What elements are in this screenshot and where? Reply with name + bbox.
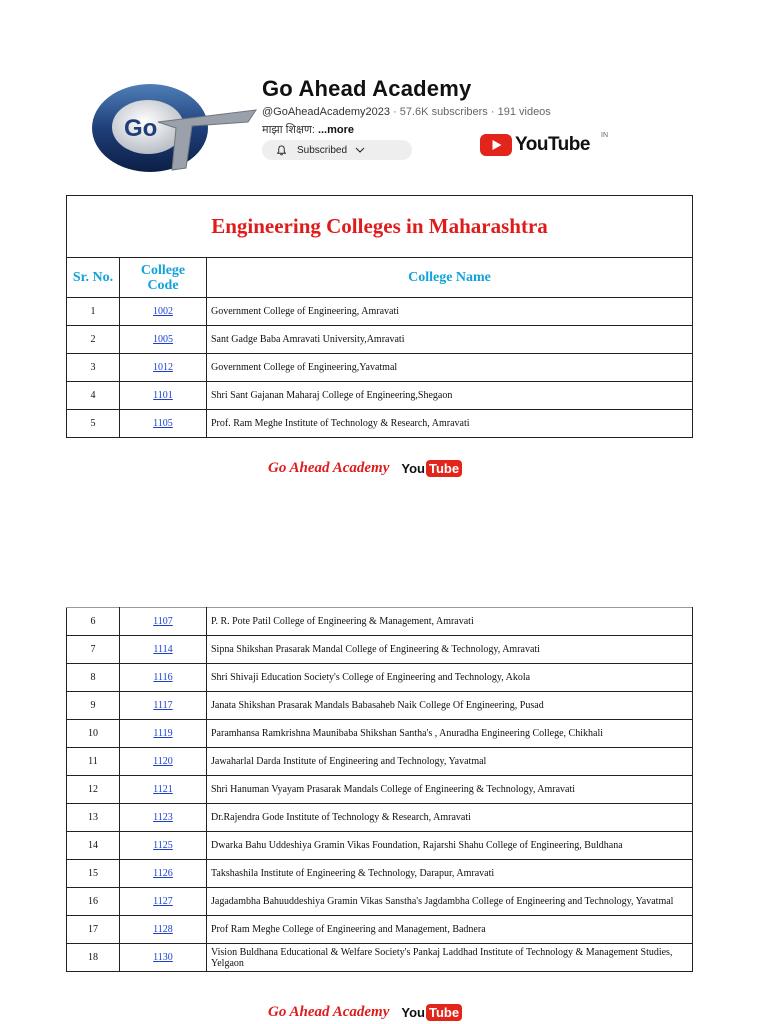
- college-code-cell: [120, 804, 207, 832]
- college-code-link[interactable]: 1128: [153, 924, 173, 935]
- college-code-cell: [120, 832, 207, 860]
- table-row: [67, 664, 693, 692]
- college-code-cell: [120, 776, 207, 804]
- sr-no-cell: 17: [67, 916, 120, 944]
- college-code-cell: [120, 720, 207, 748]
- table-body-2: [67, 608, 693, 972]
- college-code-cell: [120, 382, 207, 410]
- youtube-wordmark: YouTube: [515, 134, 590, 155]
- channel-name[interactable]: Go Ahead Academy: [262, 76, 472, 101]
- sr-no-cell: 8: [67, 664, 120, 692]
- sr-no-cell: 15: [67, 860, 120, 888]
- youtube-badge[interactable]: [401, 460, 462, 477]
- meta-separator: ·: [389, 106, 400, 118]
- college-name-cell: Janata Shikshan Prasarak Mandals Babasaheb Naik College Of Engineering, Pusad: [207, 692, 693, 720]
- table-title: Engineering Colleges in Maharashtra: [67, 196, 693, 258]
- youtube-badge-you: You: [401, 461, 425, 476]
- youtube-badge-you: You: [401, 1005, 425, 1020]
- college-code-cell: [120, 410, 207, 438]
- sr-no-cell: 6: [67, 608, 120, 636]
- college-code-link[interactable]: 1107: [153, 616, 173, 627]
- college-code-cell: [120, 888, 207, 916]
- college-name-cell: Shri Shivaji Education Society's College of Engineering and Technology, Akola: [207, 664, 693, 692]
- colleges-table-1: [66, 195, 693, 438]
- college-code-link[interactable]: 1116: [153, 672, 173, 683]
- college-code-cell: [120, 664, 207, 692]
- table-row: [67, 692, 693, 720]
- video-count: 191 videos: [497, 106, 551, 118]
- college-code-link[interactable]: 1123: [153, 812, 173, 823]
- subscribed-label: Subscribed: [297, 144, 348, 156]
- college-code-link[interactable]: 1119: [153, 728, 173, 739]
- sr-no-cell: 1: [67, 298, 120, 326]
- college-name-cell: Prof Ram Meghe College of Engineering and Management, Badnera: [207, 916, 693, 944]
- youtube-badge-tube: Tube: [426, 1004, 462, 1021]
- sr-no-cell: 11: [67, 748, 120, 776]
- table-row: [67, 888, 693, 916]
- table-row: [67, 860, 693, 888]
- college-code-cell: [120, 692, 207, 720]
- youtube-region: IN: [601, 132, 608, 139]
- college-code-link[interactable]: 1005: [153, 334, 173, 345]
- college-code-link[interactable]: 1120: [153, 756, 173, 767]
- bell-icon: [276, 145, 287, 156]
- footer-channel-name: Go Ahead Academy: [268, 1004, 390, 1020]
- college-code-cell: [120, 916, 207, 944]
- college-name-cell: Shri Hanuman Vyayam Prasarak Mandals College of Engineering & Technology, Amravati: [207, 776, 693, 804]
- sr-no-cell: 16: [67, 888, 120, 916]
- college-name-cell: Prof. Ram Meghe Institute of Technology & Research, Amravati: [207, 410, 693, 438]
- channel-meta: [262, 106, 551, 118]
- college-code-cell: [120, 608, 207, 636]
- college-code-link[interactable]: 1130: [153, 952, 173, 963]
- college-code-link[interactable]: 1121: [153, 784, 173, 795]
- table-row: [67, 636, 693, 664]
- college-name-cell: Sipna Shikshan Prasarak Mandal College of Engineering & Technology, Amravati: [207, 636, 693, 664]
- college-name-cell: Dwarka Bahu Uddeshiya Gramin Vikas Foundation, Rajarshi Shahu College of Engineering, Buldhana: [207, 832, 693, 860]
- college-code-cell: [120, 326, 207, 354]
- college-name-cell: Takshashila Institute of Engineering & Technology, Darapur, Amravati: [207, 860, 693, 888]
- sr-no-cell: 5: [67, 410, 120, 438]
- table-header-row: [67, 258, 693, 298]
- college-code-cell: [120, 748, 207, 776]
- table-row: [67, 382, 693, 410]
- table-row: [67, 748, 693, 776]
- sr-no-cell: 10: [67, 720, 120, 748]
- go-ahead-academy-logo: [88, 82, 260, 174]
- youtube-play-icon: [480, 134, 512, 156]
- colleges-table-2: [66, 607, 693, 972]
- youtube-badge-tube: Tube: [426, 460, 462, 477]
- footer-channel-name: Go Ahead Academy: [268, 460, 390, 476]
- column-header-sr-no: Sr. No.: [67, 258, 120, 298]
- college-code-link[interactable]: 1127: [153, 896, 173, 907]
- footer-branding: [268, 460, 462, 477]
- sr-no-cell: 7: [67, 636, 120, 664]
- table-row: [67, 326, 693, 354]
- college-code-cell: [120, 636, 207, 664]
- college-name-cell: Jawaharlal Darda Institute of Engineering and Technology, Yavatmal: [207, 748, 693, 776]
- table-body-1: [67, 298, 693, 438]
- table-row: [67, 298, 693, 326]
- logo-text: Go: [124, 115, 158, 142]
- college-code-cell: [120, 860, 207, 888]
- sr-no-cell: 3: [67, 354, 120, 382]
- table-row: [67, 354, 693, 382]
- college-code-link[interactable]: 1114: [153, 644, 173, 655]
- college-code-link[interactable]: 1125: [153, 840, 173, 851]
- sr-no-cell: 12: [67, 776, 120, 804]
- meta-separator: ·: [487, 106, 498, 118]
- sr-no-cell: 9: [67, 692, 120, 720]
- table-row: [67, 832, 693, 860]
- subscriber-count: 57.6K subscribers: [399, 106, 488, 118]
- channel-handle[interactable]: @GoAheadAcademy2023: [262, 106, 390, 118]
- column-header-college-code: College Code: [120, 258, 207, 298]
- college-code-link[interactable]: 1012: [153, 362, 173, 373]
- college-code-link[interactable]: 1101: [153, 390, 173, 401]
- sr-no-cell: 18: [67, 944, 120, 972]
- college-code-cell: [120, 354, 207, 382]
- college-name-cell: Shri Sant Gajanan Maharaj College of Engineering,Shegaon: [207, 382, 693, 410]
- subscribed-button[interactable]: [262, 140, 412, 160]
- college-name-cell: Dr.Rajendra Gode Institute of Technology & Research, Amravati: [207, 804, 693, 832]
- sr-no-cell: 14: [67, 832, 120, 860]
- table-row: [67, 916, 693, 944]
- sr-no-cell: 4: [67, 382, 120, 410]
- college-name-cell: P. R. Pote Patil College of Engineering & Management, Amravati: [207, 608, 693, 636]
- youtube-badge[interactable]: [401, 1004, 462, 1021]
- college-name-cell: Government College of Engineering, Amravati: [207, 298, 693, 326]
- sr-no-cell: 2: [67, 326, 120, 354]
- chevron-down-icon: [355, 146, 365, 154]
- table-row: [67, 410, 693, 438]
- channel-header: [0, 0, 768, 180]
- table-row: [67, 776, 693, 804]
- college-code-cell: [120, 944, 207, 972]
- channel-description: [262, 122, 354, 137]
- youtube-logo[interactable]: [480, 134, 590, 156]
- college-code-link[interactable]: 1105: [153, 418, 173, 429]
- table-row: [67, 804, 693, 832]
- column-header-college-name: College Name: [207, 258, 693, 298]
- college-name-cell: Paramhansa Ramkrishna Maunibaba Shikshan Santha's , Anuradha Engineering College, Chikhali: [207, 720, 693, 748]
- college-code-link[interactable]: 1126: [153, 868, 173, 879]
- college-code-link[interactable]: 1002: [153, 306, 173, 317]
- college-name-cell: Vision Buldhana Educational & Welfare Society's Pankaj Laddhad Institute of Technology & Management Studies, Yelgaon: [207, 944, 693, 972]
- college-name-cell: Sant Gadge Baba Amravati University,Amravati: [207, 326, 693, 354]
- college-code-cell: [120, 298, 207, 326]
- college-name-cell: Jagadambha Bahuuddeshiya Gramin Vikas Sanstha's Jagdambha College of Engineering and Technology, Yavatmal: [207, 888, 693, 916]
- footer-branding: [268, 1004, 462, 1021]
- more-link[interactable]: ...more: [317, 124, 355, 136]
- description-text: माझा शिक्षण:: [262, 124, 318, 136]
- college-code-link[interactable]: 1117: [153, 700, 173, 711]
- table-row: [67, 608, 693, 636]
- table-row: [67, 944, 693, 972]
- table-row: [67, 720, 693, 748]
- college-name-cell: Government College of Engineering,Yavatmal: [207, 354, 693, 382]
- sr-no-cell: 13: [67, 804, 120, 832]
